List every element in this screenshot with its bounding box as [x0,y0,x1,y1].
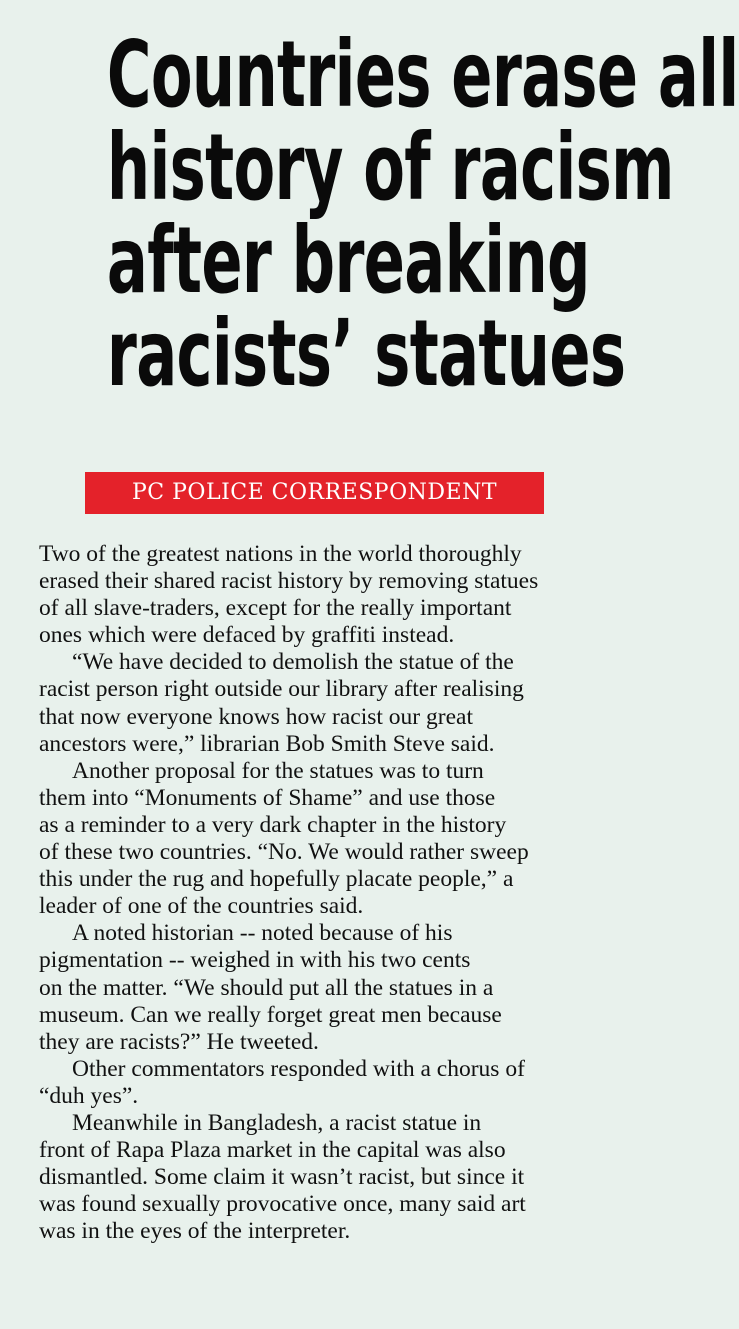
article-line: ancestors were,” librarian Bob Smith Steve said. [39,730,495,757]
article-line: this under the rug and hopefully placate people,” a [39,866,514,893]
article-line: them into “Monuments of Shame” and use those [39,784,496,811]
article-line: front of Rapa Plaza market in the capital was also [39,1137,506,1164]
article-line: Another proposal for the statues was to turn [72,757,484,784]
article-line: was found sexually provocative once, many said art [39,1191,526,1218]
article-line: A noted historian -- noted because of his [72,920,453,947]
article-line: pigmentation -- weighed in with his two cents [39,947,471,974]
article-line: leader of one of the countries said. [39,893,364,920]
article-line: Two of the greatest nations in the world thoroughly [39,541,522,567]
byline-banner: PC POLICE CORRESPONDENT [85,472,544,514]
article-line: “duh yes”. [39,1082,139,1109]
article-line: museum. Can we really forget great men because [39,1001,502,1028]
article-line: that now everyone knows how racist our great [39,703,473,730]
headline-line-1: Countries erase all [106,21,739,128]
article-line: dismantled. Some claim it wasn’t racist, but since it [39,1164,525,1191]
headline [0,21,739,407]
article-line: “We have decided to demolish the statue of the [72,649,514,676]
article-line: erased their shared racist history by removing statues [39,568,539,595]
headline-line-2: history of racism [106,114,674,221]
article-line: as a reminder to a very dark chapter in the history [39,811,507,838]
article-line: of all slave-traders, except for the really important [39,595,512,622]
article-line: they are racists?” He tweeted. [39,1028,319,1055]
article-line: Meanwhile in Bangladesh, a racist statue in [72,1109,482,1136]
article-line: of these two countries. “No. We would rather sweep [39,839,529,866]
headline-line-4: racists’ statues [106,300,626,407]
article-line: racist person right outside our library after realising [39,676,524,703]
article-line: ones which were defaced by graffiti instead. [39,622,455,649]
article-line: was in the eyes of the interpreter. [39,1218,351,1245]
article-body [39,541,594,1245]
headline-line-3: after breaking [106,207,590,314]
article-line: Other commentators responded with a chorus of [72,1055,525,1082]
article-line: on the matter. “We should put all the statues in a [39,974,494,1001]
